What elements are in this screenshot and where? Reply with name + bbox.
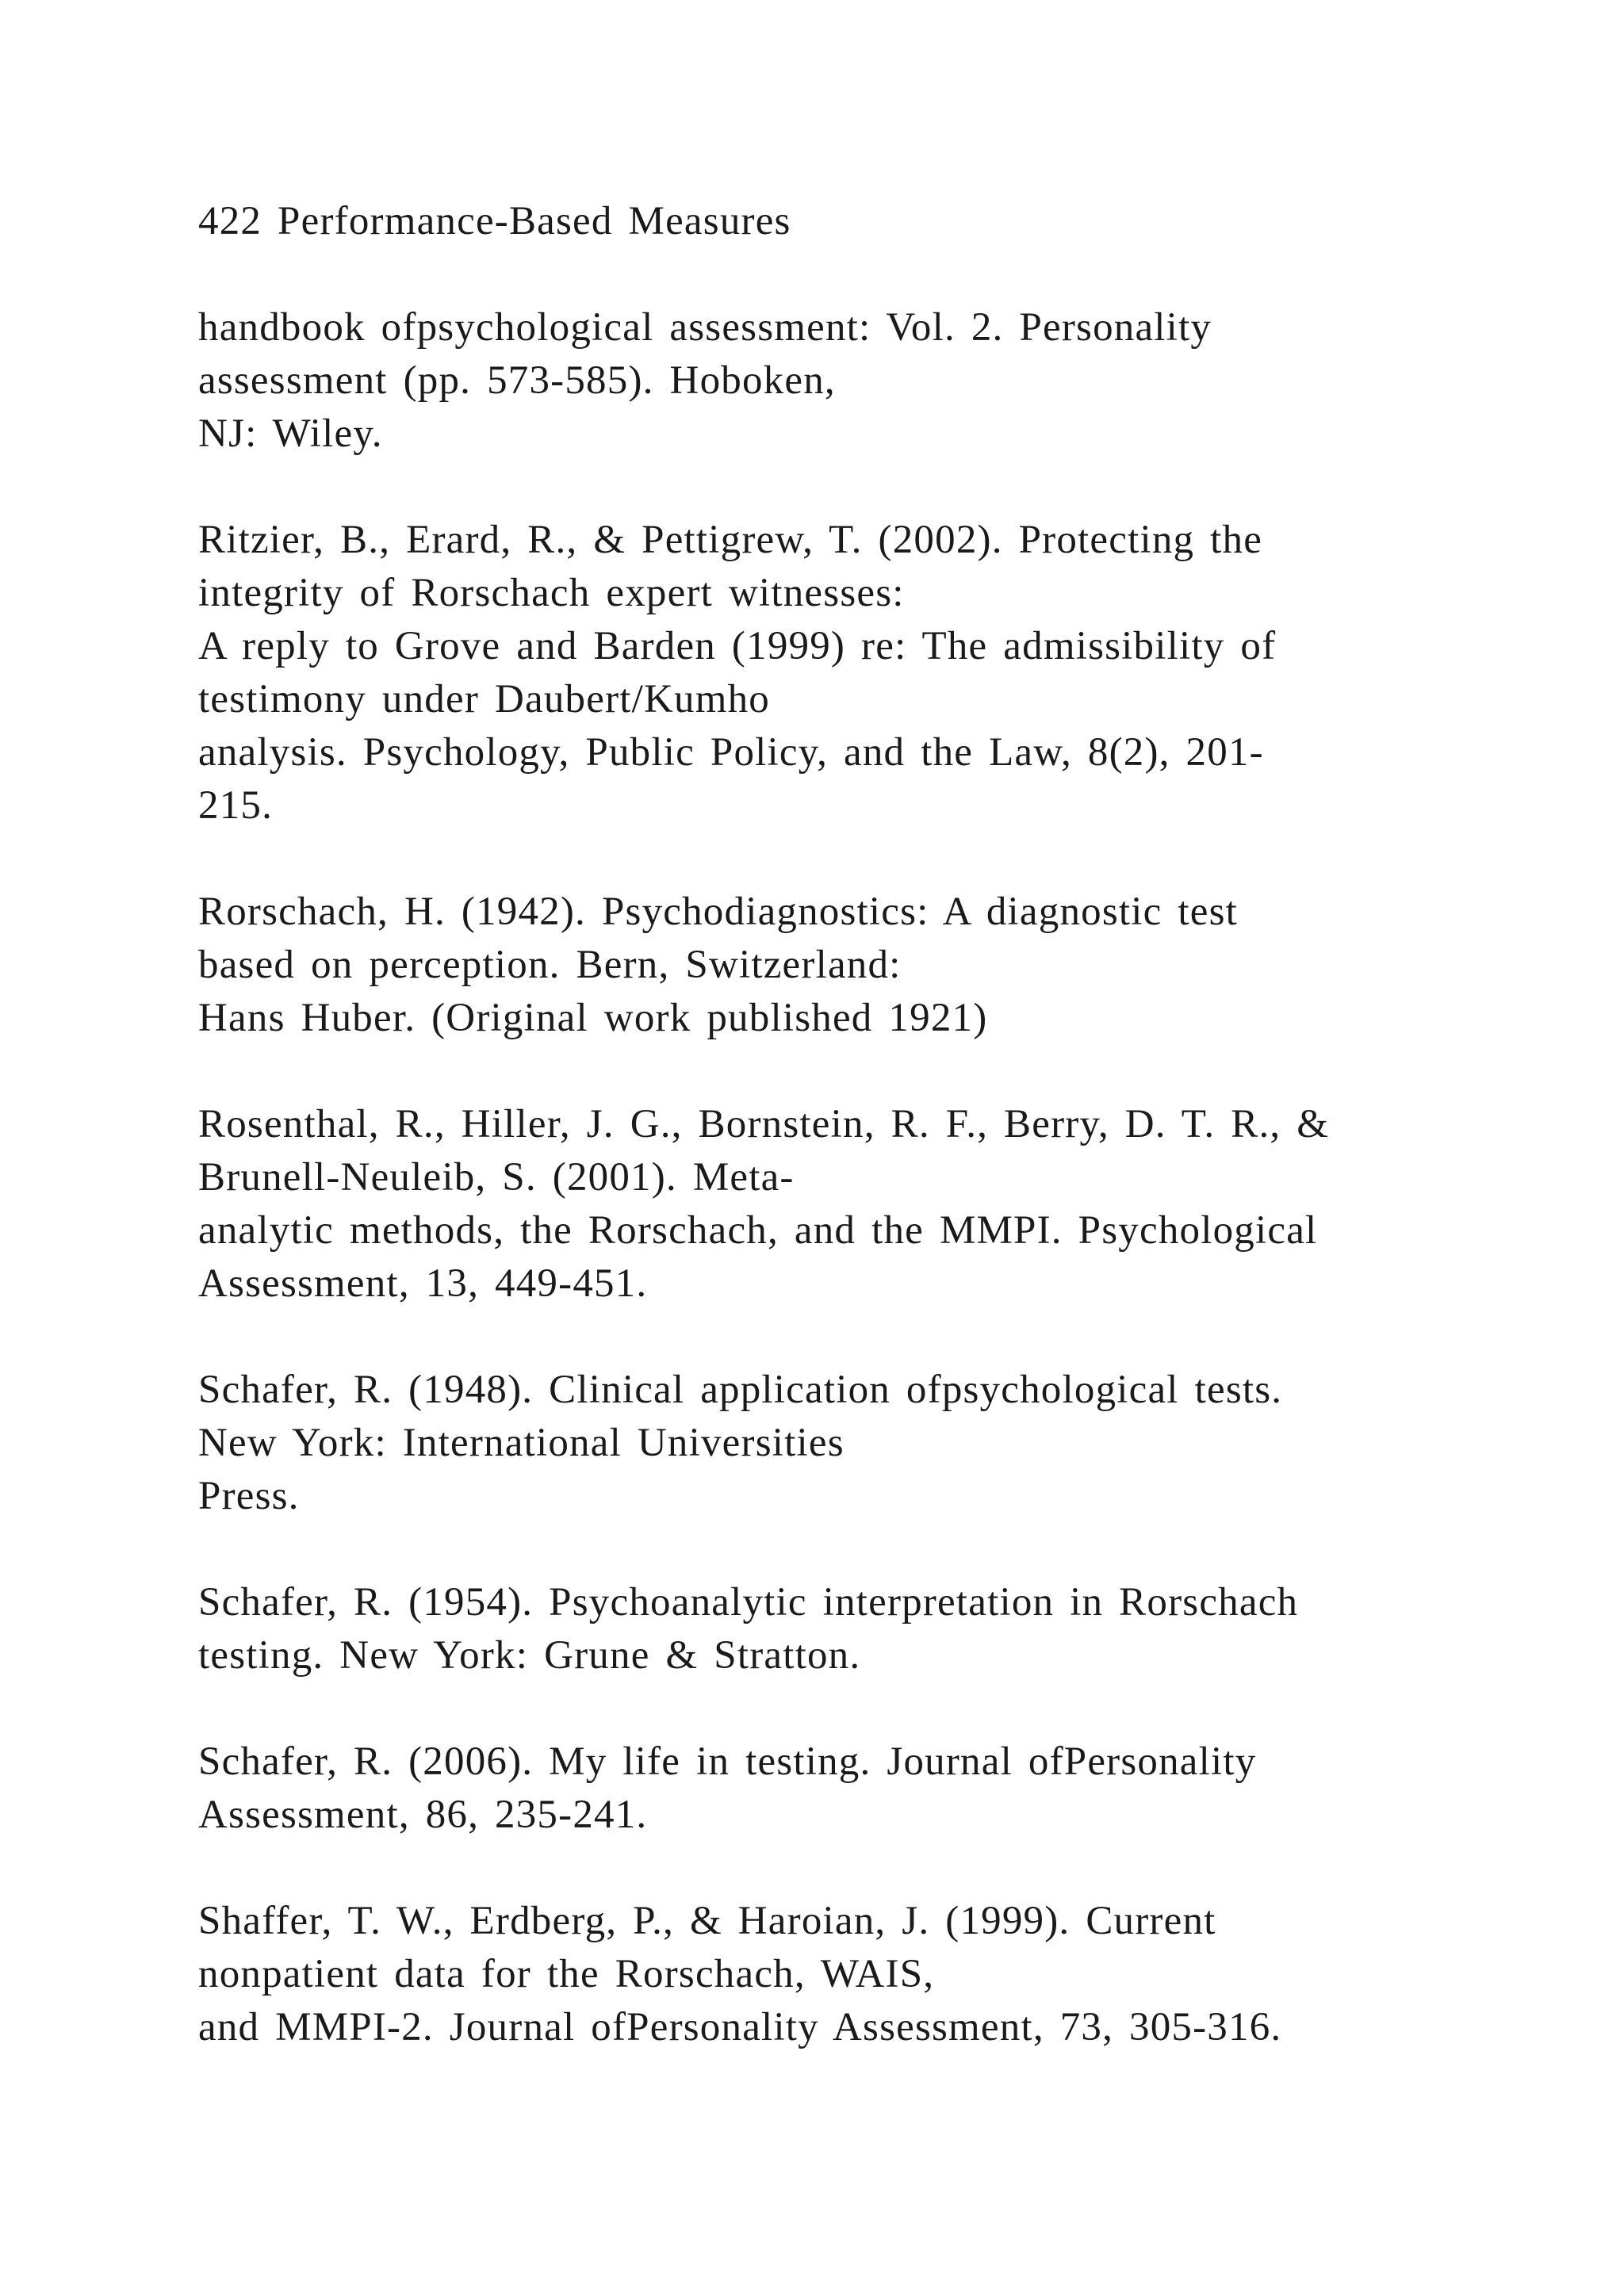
- running-head: 422 Performance-Based Measures: [198, 199, 791, 243]
- reference-line: analysis. Psychology, Public Policy, and the Law, 8(2), 201-: [198, 730, 1264, 775]
- reference-line: testing. New York: Grune & Stratton.: [198, 1633, 861, 1678]
- reference-entry: [198, 1895, 1467, 2054]
- spacer: [198, 1682, 1467, 1735]
- reference-entry: [198, 1364, 1467, 1523]
- spacer: [198, 1045, 1467, 1098]
- reference-line: Schafer, R. (2006). My life in testing. Journal ofPersonality: [198, 1739, 1257, 1784]
- reference-line: A reply to Grove and Barden (1999) re: The admissibility of: [198, 624, 1277, 668]
- reference-line: Rorschach, H. (1942). Psychodiagnostics: A diagnostic test: [198, 890, 1239, 934]
- reference-line: Rosenthal, R., Hiller, J. G., Bornstein, R. F., Berry, D. T. R., &: [198, 1102, 1330, 1146]
- reference-line: nonpatient data for the Rorschach, WAIS,: [198, 1952, 935, 1996]
- page-content: [198, 195, 1467, 2054]
- reference-entry: [198, 1735, 1467, 1842]
- reference-line: analytic methods, the Rorschach, and the MMPI. Psychological: [198, 1208, 1318, 1253]
- reference-line: 215.: [198, 783, 274, 828]
- spacer: [198, 248, 1467, 301]
- reference-line: New York: International Universities: [198, 1421, 845, 1465]
- reference-line: Brunell-Neuleib, S. (2001). Meta-: [198, 1155, 795, 1200]
- reference-entry: [198, 886, 1467, 1045]
- reference-line: testimony under Daubert/Kumho: [198, 677, 771, 721]
- reference-entry: [198, 514, 1467, 832]
- reference-line: Press.: [198, 1474, 300, 1518]
- reference-entry: [198, 301, 1467, 461]
- spacer: [198, 832, 1467, 886]
- reference-line: integrity of Rorschach expert witnesses:: [198, 571, 905, 615]
- reference-line: Ritzier, B., Erard, R., & Pettigrew, T. (2002). Protecting the: [198, 518, 1263, 562]
- spacer: [198, 1523, 1467, 1576]
- reference-line: Assessment, 86, 235-241.: [198, 1793, 648, 1837]
- reference-line: Assessment, 13, 449-451.: [198, 1261, 648, 1306]
- reference-line: NJ: Wiley.: [198, 411, 383, 456]
- reference-line: handbook ofpsychological assessment: Vol. 2. Personality: [198, 305, 1212, 350]
- reference-line: Schafer, R. (1948). Clinical application ofpsychological tests.: [198, 1368, 1283, 1412]
- reference-line: assessment (pp. 573-585). Hoboken,: [198, 358, 836, 403]
- reference-line: Schafer, R. (1954). Psychoanalytic interpretation in Rorschach: [198, 1580, 1299, 1624]
- reference-line: based on perception. Bern, Switzerland:: [198, 943, 902, 987]
- reference-entry: [198, 1098, 1467, 1311]
- reference-line: Shaffer, T. W., Erdberg, P., & Haroian, J. (1999). Current: [198, 1899, 1216, 1943]
- reference-entry: [198, 1576, 1467, 1682]
- spacer: [198, 1311, 1467, 1364]
- reference-line: and MMPI-2. Journal ofPersonality Assessment, 73, 305-316.: [198, 2005, 1282, 2049]
- spacer: [198, 1842, 1467, 1895]
- reference-line: Hans Huber. (Original work published 1921): [198, 996, 988, 1040]
- spacer: [198, 461, 1467, 514]
